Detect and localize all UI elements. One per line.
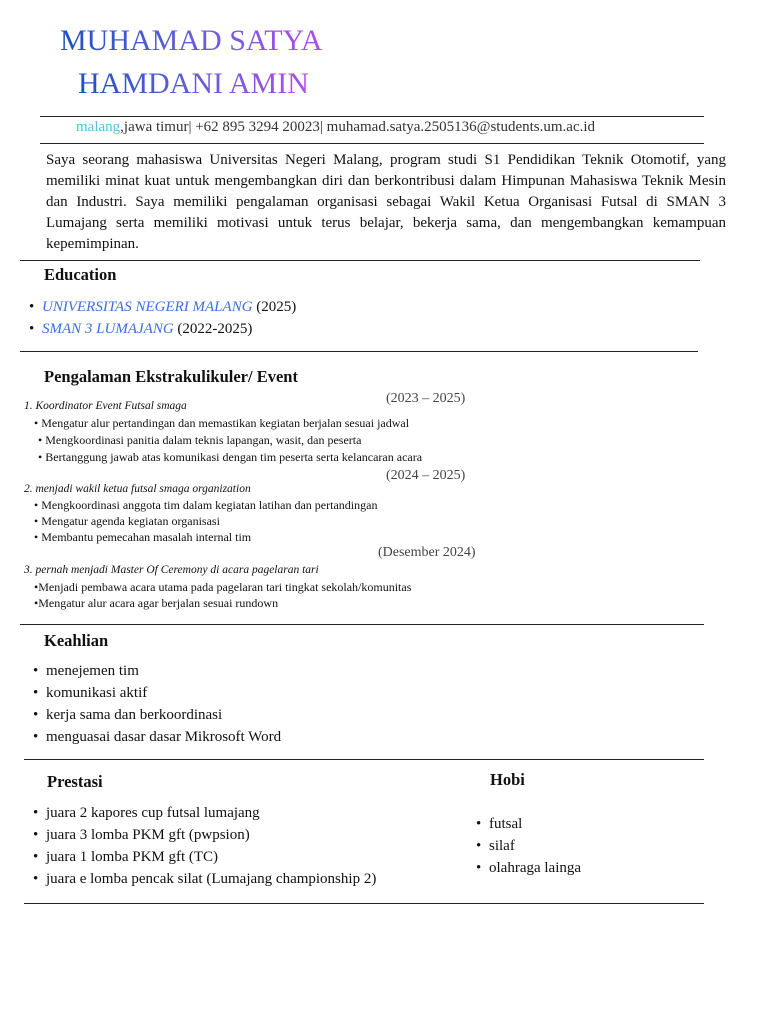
achievement-text: juara 2 kapores cup futsal lumajang	[46, 805, 260, 821]
divider-bottom	[24, 903, 704, 904]
bullet-icon: •	[33, 805, 39, 821]
list-item	[33, 660, 281, 682]
event-bullet-item	[34, 498, 377, 513]
event-heading: 3. pernah menjadi Master Of Ceremony di acara pagelaran tari	[24, 564, 319, 576]
hobbies-title: Hobi	[490, 770, 525, 789]
contact-line	[76, 119, 595, 136]
skills-title: Keahlian	[44, 631, 109, 650]
bullet-icon: •	[33, 849, 39, 865]
skills-list	[33, 660, 282, 748]
divider-summary	[20, 260, 700, 261]
event-item-text: Mengatur alur pertandingan dan memastikan kegiatan berjalan sesuai jadwal	[41, 416, 410, 430]
event-item-text: • Mengkoordinasi panitia dalam teknis lapangan, wasit, dan peserta	[38, 433, 362, 447]
last-name: AMIN	[228, 67, 309, 100]
bullet-icon: •	[34, 514, 39, 528]
bullet-icon: •	[33, 729, 39, 745]
name-line-2	[78, 67, 309, 101]
education-years: (2022-2025)	[173, 321, 253, 337]
event-date: (Desember 2024)	[378, 545, 476, 560]
education-years: (2025)	[252, 299, 297, 315]
bullet-icon: •	[33, 707, 39, 723]
hobby-text: futsal	[489, 816, 523, 832]
achievement-text: juara 3 lomba PKM gft (pwpsion)	[46, 827, 250, 843]
bullet-icon: •	[33, 663, 39, 679]
list-item	[476, 835, 581, 857]
list-item	[33, 868, 377, 890]
bullet-icon: •	[476, 838, 482, 854]
event-heading: 1. Koordinator Event Futsal smaga	[24, 400, 187, 412]
bullet-icon: •	[29, 299, 35, 315]
divider-education	[20, 351, 698, 352]
event-heading: 2. menjadi wakil ketua futsal smaga organization	[24, 483, 251, 495]
bullet-icon: •	[34, 530, 39, 544]
achievement-text: juara e lomba pencak silat (Lumajang championship 2)	[46, 871, 377, 887]
event-item-text: •Menjadi pembawa acara utama pada pagelaran tari tingkat sekolah/komunitas	[34, 580, 412, 594]
event-bullet-item	[34, 530, 251, 545]
event-bullet-item	[34, 416, 409, 431]
contact-city: malang	[76, 119, 121, 135]
event-item-text: • Bertanggung jawab atas komunikasi dengan tim peserta serta kelancaran acara	[38, 450, 423, 464]
institution-name: UNIVERSITAS NEGERI MALANG	[42, 299, 253, 315]
middle-name-2: HAMDANI	[78, 67, 223, 100]
hobbies-list	[476, 813, 582, 879]
achievements-title: Prestasi	[47, 772, 103, 791]
institution-name: SMAN 3 LUMAJANG	[42, 321, 174, 337]
skill-text: menejemen tim	[46, 663, 139, 679]
list-item	[33, 704, 281, 726]
hobby-text: olahraga lainga	[489, 860, 582, 876]
event-item-text: Mengatur agenda kegiatan organisasi	[41, 514, 220, 528]
bullet-icon: •	[29, 321, 35, 337]
contact-details: ,jawa timur| +62 895 3294 20023| muhamad.satya.2505136@students.um.ac.id	[120, 119, 596, 135]
bullet-icon: •	[34, 416, 39, 430]
bullet-icon: •	[33, 871, 39, 887]
list-item	[476, 813, 581, 835]
divider-skills	[24, 759, 704, 760]
event-date: (2024 – 2025)	[386, 468, 466, 483]
summary-paragraph: Saya seorang mahasiswa Universitas Negeri Malang, program studi S1 Pendidikan Teknik Otomotif, yang memiliki minat kuat untuk mengembangkan diri dan berkontribusi dalam Himpunan Mahasiswa Teknik Mesin dan Industri. Saya memiliki pengalaman organisasi sebagai Wakil Ketua Organisasi Futsal di SMAN 3 Lumajang serta memiliki motivasi untuk terus belajar, bekerja sama, dan mengembangkan kemampuan kepemimpinan.	[46, 152, 726, 252]
bullet-icon: •	[33, 685, 39, 701]
hobby-text: silaf	[489, 838, 515, 854]
bullet-icon: •	[33, 827, 39, 843]
list-item	[33, 846, 376, 868]
education-item	[29, 296, 297, 318]
list-item	[33, 802, 376, 824]
first-name: MUHAMAD	[60, 24, 222, 57]
education-list	[29, 296, 297, 340]
list-item	[476, 857, 582, 879]
list-item	[33, 682, 281, 704]
event-bullet-item	[34, 514, 220, 529]
name-line-1	[60, 24, 323, 58]
bullet-icon: •	[476, 816, 482, 832]
bullet-icon: •	[34, 498, 39, 512]
skill-text: kerja sama dan berkoordinasi	[46, 707, 223, 723]
middle-name: SATYA	[229, 24, 323, 57]
skill-text: komunikasi aktif	[46, 685, 148, 701]
event-item-text: Membantu pemecahan masalah internal tim	[41, 530, 252, 544]
divider-experience	[20, 624, 704, 625]
bullet-icon: •	[476, 860, 482, 876]
achievement-text: juara 1 lomba PKM gft (TC)	[46, 849, 219, 865]
education-title: Education	[44, 265, 117, 284]
divider-contact	[40, 143, 704, 144]
list-item	[33, 824, 376, 846]
event-date: (2023 – 2025)	[386, 391, 466, 406]
achievements-list	[33, 802, 377, 890]
event-item-text: Mengkoordinasi anggota tim dalam kegiatan latihan dan pertandingan	[41, 498, 378, 512]
divider-top	[40, 116, 704, 117]
skill-text: menguasai dasar dasar Mikrosoft Word	[46, 729, 282, 745]
experience-title: Pengalaman Ekstrakulikuler/ Event	[44, 367, 298, 386]
list-item	[33, 726, 282, 748]
education-item	[29, 318, 296, 340]
event-item-text: •Mengatur alur acara agar berjalan sesuai rundown	[34, 596, 279, 610]
